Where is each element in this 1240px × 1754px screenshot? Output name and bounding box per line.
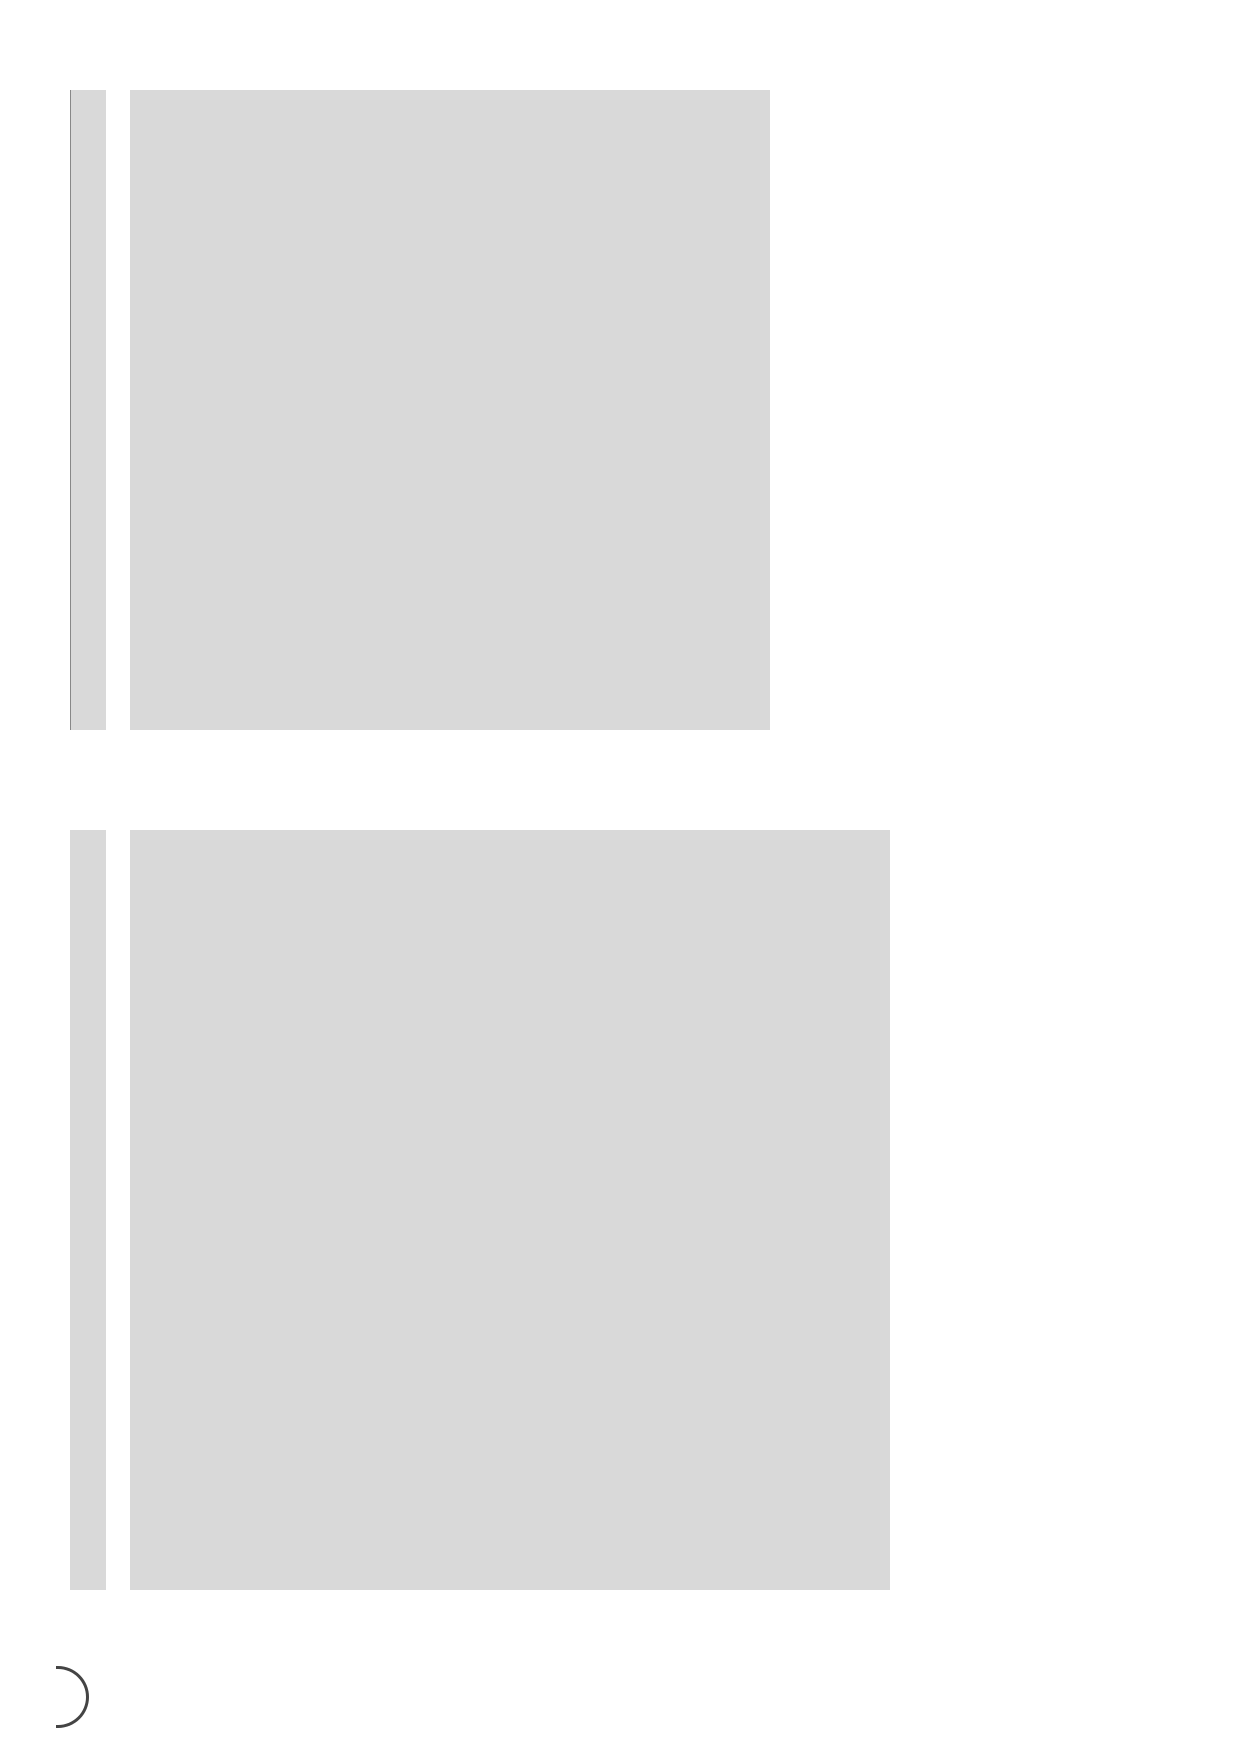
document-page [70,90,1170,1680]
table-block [130,830,890,1590]
table-block [130,90,770,730]
header-block [70,830,106,1590]
header-block [70,90,106,730]
divider [70,90,71,730]
